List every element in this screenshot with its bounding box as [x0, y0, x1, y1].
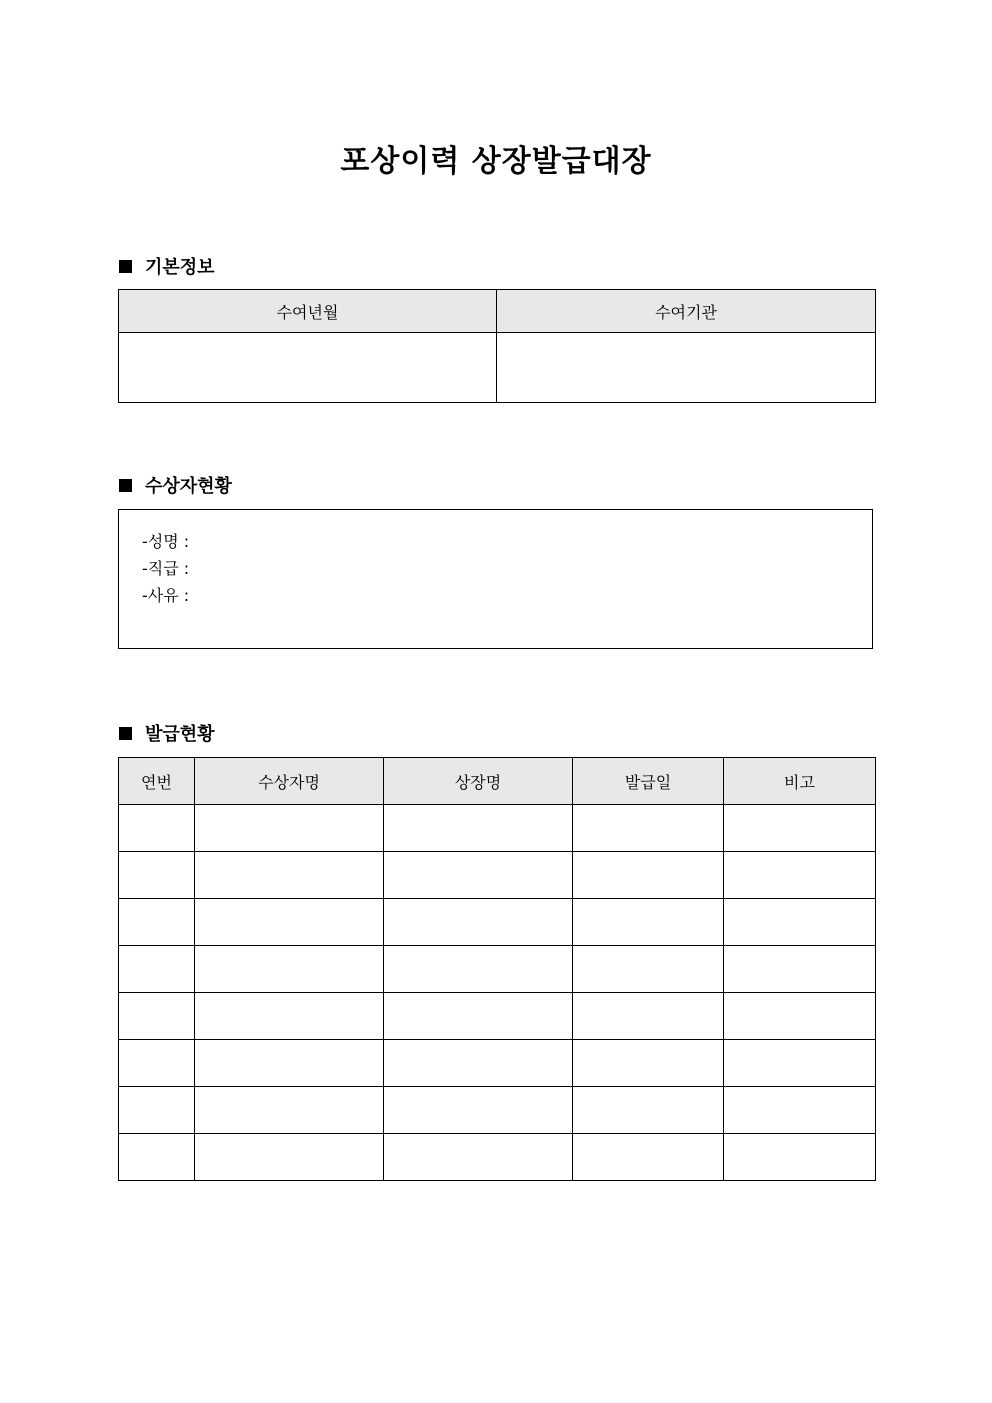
recipient-name-cell[interactable]	[195, 852, 384, 899]
table-row	[119, 805, 876, 852]
column-header-award-date: 수여년월	[119, 290, 497, 333]
recipient-name-line: -성명 :	[142, 532, 190, 551]
table-row	[119, 1040, 876, 1087]
issue-date-cell[interactable]	[573, 899, 724, 946]
section-heading-basic-info	[119, 253, 215, 279]
square-bullet-icon	[119, 727, 132, 740]
issue-date-cell[interactable]	[573, 805, 724, 852]
certificate-name-cell[interactable]	[384, 993, 573, 1040]
recipient-name-cell[interactable]	[195, 1087, 384, 1134]
recipient-name-cell[interactable]	[195, 1134, 384, 1181]
table-row	[119, 1087, 876, 1134]
certificate-name-cell[interactable]	[384, 1087, 573, 1134]
issue-date-cell[interactable]	[573, 1040, 724, 1087]
square-bullet-icon	[119, 260, 132, 273]
column-header-award-org: 수여기관	[497, 290, 876, 333]
recipient-rank-line: -직급 :	[142, 559, 190, 578]
table-header-row	[119, 290, 876, 333]
issue-date-cell[interactable]	[573, 1087, 724, 1134]
table-header-row	[119, 758, 876, 805]
column-header-certificate-name: 상장명	[384, 758, 573, 805]
remarks-cell[interactable]	[724, 1134, 876, 1181]
issue-status-table	[118, 757, 876, 1181]
certificate-name-cell[interactable]	[384, 899, 573, 946]
column-header-issue-date: 발급일	[573, 758, 724, 805]
serial-no-cell[interactable]	[119, 993, 195, 1040]
certificate-name-cell[interactable]	[384, 1040, 573, 1087]
issue-table-body	[119, 805, 876, 1181]
page-title: 포상이력 상장발급대장	[340, 144, 652, 179]
recipient-name-cell[interactable]	[195, 805, 384, 852]
remarks-cell[interactable]	[724, 946, 876, 993]
certificate-name-cell[interactable]	[384, 805, 573, 852]
remarks-cell[interactable]	[724, 805, 876, 852]
issue-date-cell[interactable]	[573, 852, 724, 899]
certificate-name-cell[interactable]	[384, 852, 573, 899]
table-row	[119, 899, 876, 946]
column-header-recipient-name: 수상자명	[195, 758, 384, 805]
column-header-remarks: 비고	[724, 758, 876, 805]
issue-date-cell[interactable]	[573, 946, 724, 993]
certificate-name-cell[interactable]	[384, 946, 573, 993]
recipient-name-cell[interactable]	[195, 1040, 384, 1087]
remarks-cell[interactable]	[724, 1087, 876, 1134]
serial-no-cell[interactable]	[119, 852, 195, 899]
remarks-cell[interactable]	[724, 1040, 876, 1087]
table-row	[119, 852, 876, 899]
table-row	[119, 993, 876, 1040]
serial-no-cell[interactable]	[119, 899, 195, 946]
section-heading-label: 수상자현황	[145, 476, 232, 497]
table-row	[119, 1134, 876, 1181]
section-heading-label: 기본정보	[145, 257, 215, 278]
remarks-cell[interactable]	[724, 852, 876, 899]
certificate-name-cell[interactable]	[384, 1134, 573, 1181]
basic-info-table	[118, 289, 876, 403]
issue-date-cell[interactable]	[573, 993, 724, 1040]
award-date-cell[interactable]	[119, 333, 497, 403]
serial-no-cell[interactable]	[119, 946, 195, 993]
serial-no-cell[interactable]	[119, 1134, 195, 1181]
table-row	[119, 946, 876, 993]
section-heading-label: 발급현황	[145, 724, 215, 745]
section-heading-issue-status	[119, 720, 215, 746]
award-org-cell[interactable]	[497, 333, 876, 403]
recipient-name-cell[interactable]	[195, 899, 384, 946]
serial-no-cell[interactable]	[119, 1087, 195, 1134]
recipient-name-cell[interactable]	[195, 993, 384, 1040]
recipient-reason-line: -사유 :	[142, 586, 190, 605]
remarks-cell[interactable]	[724, 899, 876, 946]
section-heading-recipient-status	[119, 472, 232, 498]
serial-no-cell[interactable]	[119, 805, 195, 852]
table-row	[119, 333, 876, 403]
recipient-name-cell[interactable]	[195, 946, 384, 993]
recipient-info-box	[118, 509, 873, 649]
issue-date-cell[interactable]	[573, 1134, 724, 1181]
serial-no-cell[interactable]	[119, 1040, 195, 1087]
remarks-cell[interactable]	[724, 993, 876, 1040]
square-bullet-icon	[119, 479, 132, 492]
column-header-serial-no: 연번	[119, 758, 195, 805]
